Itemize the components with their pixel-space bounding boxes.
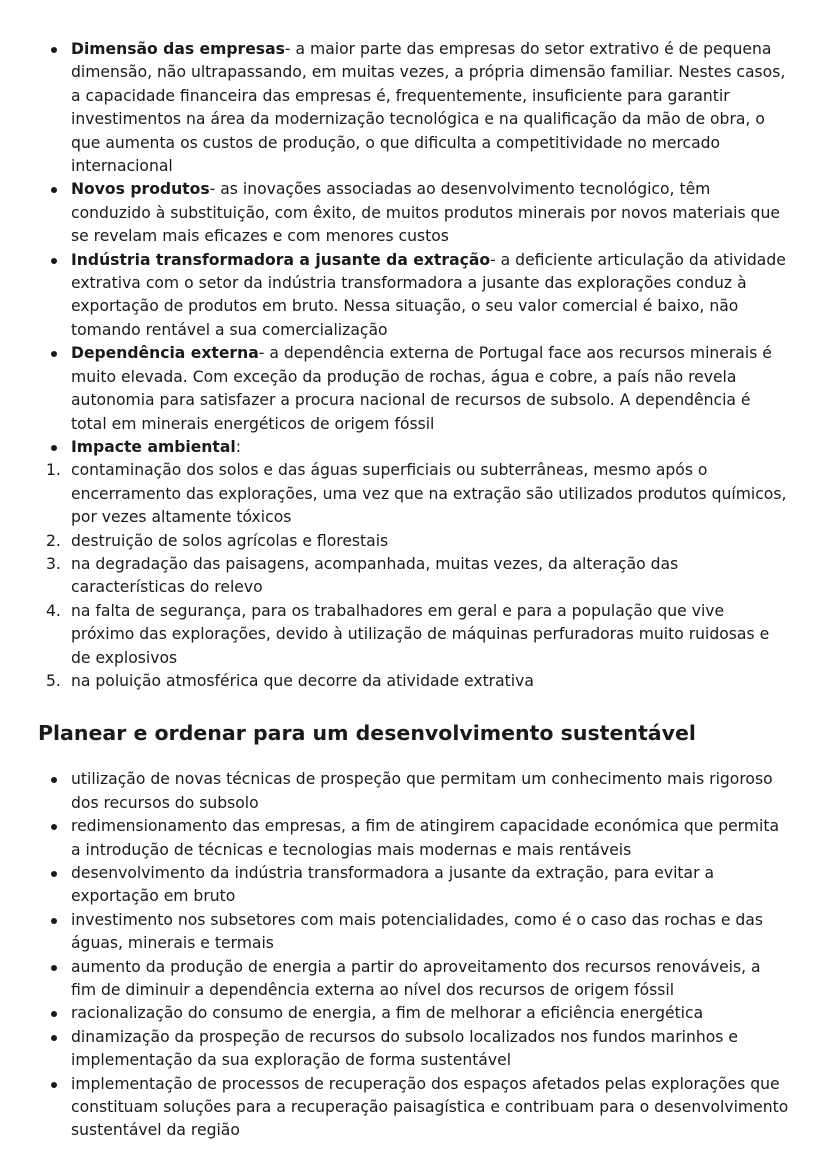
bullet-icon: [51, 824, 57, 830]
item-text: redimensionamento das empresas, a fim de atingirem capacidade económica que permita a introdução de técnicas e tecnologias mais modernas e mais rentáveis: [71, 817, 780, 859]
bullet-icon: [51, 1082, 57, 1088]
list-item: [38, 1026, 790, 1073]
bullet-icon: [51, 351, 57, 357]
item-text: investimento nos subsetores com mais potencialidades, como é o caso das rochas e das águas, minerais e termais: [71, 910, 763, 953]
item-number: 2.: [46, 531, 61, 550]
list-item: [38, 249, 790, 343]
item-text: - as inovações associadas ao desenvolvimento tecnológico, têm conduzido à substituição, com êxito, de muitos produtos minerais por novos materiais que se revelam mais eficazes e com menores custos: [71, 180, 780, 246]
bullet-icon: [51, 1011, 57, 1017]
bullet-icon: [51, 187, 57, 193]
item-text: utilização de novas técnicas de prospeção que permitam um conhecimento mais rigoroso dos recursos do subsolo: [71, 770, 773, 812]
bullet-icon: [51, 918, 57, 924]
item-text: - a maior parte das empresas do setor extrativo é de pequena dimensão, não ultrapassando, em muitas vezes, a própria dimensão familiar. Nestes casos, a capacidade financeira das empresas é, frequentemente, insuficiente para garantir investimentos na área da modernização tecnológica e na qualificação da mão de obra, o que aumenta os custos de produção, o que dificulta a competitividade no mercado internacional: [71, 40, 786, 176]
item-text: desenvolvimento da indústria transformadora a jusante da extração, para evitar a exportação em bruto: [71, 864, 715, 906]
measures-list: [38, 768, 790, 1143]
item-term: Dimensão das empresas: [71, 40, 285, 58]
bullet-icon: [51, 47, 57, 53]
item-number: 3.: [46, 554, 61, 573]
item-term: Indústria transformadora a jusante da extração: [71, 250, 491, 269]
item-number: 5.: [46, 671, 61, 690]
list-item: [38, 178, 790, 248]
item-text: na degradação das paisagens, acompanhada, muitas vezes, da alteração das características do relevo: [71, 554, 679, 597]
bullet-icon: [51, 1035, 57, 1041]
numbered-item: [38, 670, 790, 693]
item-term: Novos produtos: [71, 180, 210, 199]
item-text: implementação de processos de recuperação dos espaços afetados pelas explorações que constituam soluções para a recuperação paisagística e contribuam para o desenvolvimento sustentável da região: [71, 1074, 789, 1140]
bullet-icon: [51, 965, 57, 971]
item-text: destruição de solos agrícolas e florestais: [71, 531, 389, 550]
list-item: [38, 436, 790, 459]
list-item: [38, 342, 790, 436]
item-term: Impacte ambiental: [71, 437, 236, 456]
item-term: Dependência externa: [71, 344, 259, 363]
numbered-item: [38, 530, 790, 553]
item-text: contaminação dos solos e das águas superficiais ou subterrâneas, mesmo após o encerramento das explorações, uma vez que na extração são utilizados produtos químicos, por vezes altamente tóxicos: [71, 461, 787, 527]
numbered-item: [38, 600, 790, 670]
bullet-icon: [51, 871, 57, 877]
list-item: [38, 956, 790, 1003]
item-text: na falta de segurança, para os trabalhadores em geral e para a população que vive próximo das explorações, devido à utilização de máquinas perfuradoras muito ruidosas e de explosivos: [71, 601, 770, 667]
challenges-list: [38, 38, 790, 459]
item-number: 4.: [46, 601, 61, 620]
numbered-item: [38, 553, 790, 600]
item-text: racionalização do consumo de energia, a fim de melhorar a eficiência energética: [71, 1004, 704, 1023]
item-text: na poluição atmosférica que decorre da atividade extrativa: [71, 671, 534, 690]
list-item: [38, 1002, 790, 1025]
bullet-icon: [51, 258, 57, 264]
list-item: [38, 862, 790, 909]
bullet-icon: [51, 445, 57, 451]
impacts-list: [38, 459, 790, 693]
list-item: [38, 909, 790, 956]
section-title: Planear e ordenar para um desenvolvimento sustentável: [38, 721, 696, 746]
list-item: [38, 768, 790, 815]
item-text: - a deficiente articulação da atividade extrativa com o setor da indústria transformadora a jusante das explorações conduz à exportação de produtos em bruto. Nessa situação, o seu valor comercial é baixo, não tomando rentável a sua comercialização: [71, 250, 786, 339]
list-item: [38, 38, 790, 178]
item-text: dinamização da prospeção de recursos do subsolo localizados nos fundos marinhos e implementação da sua exploração de forma sustentável: [71, 1027, 738, 1070]
item-text: - a dependência externa de Portugal face aos recursos minerais é muito elevada. Com exceção da produção de rochas, água e cobre, a país não revela autonomia para satisfazer a procura nacional de recursos de subsolo. A dependência é total em minerais energéticos de origem fóssil: [71, 344, 772, 433]
list-item: [38, 815, 790, 862]
item-text: aumento da produção de energia a partir do aproveitamento dos recursos renováveis, a fim de diminuir a dependência externa ao nível dos recursos de origem fóssil: [71, 957, 761, 1000]
bullet-icon: [51, 777, 57, 783]
item-number: 1.: [46, 461, 61, 480]
item-text: :: [235, 437, 241, 456]
numbered-item: [38, 459, 790, 529]
list-item: [38, 1073, 790, 1143]
